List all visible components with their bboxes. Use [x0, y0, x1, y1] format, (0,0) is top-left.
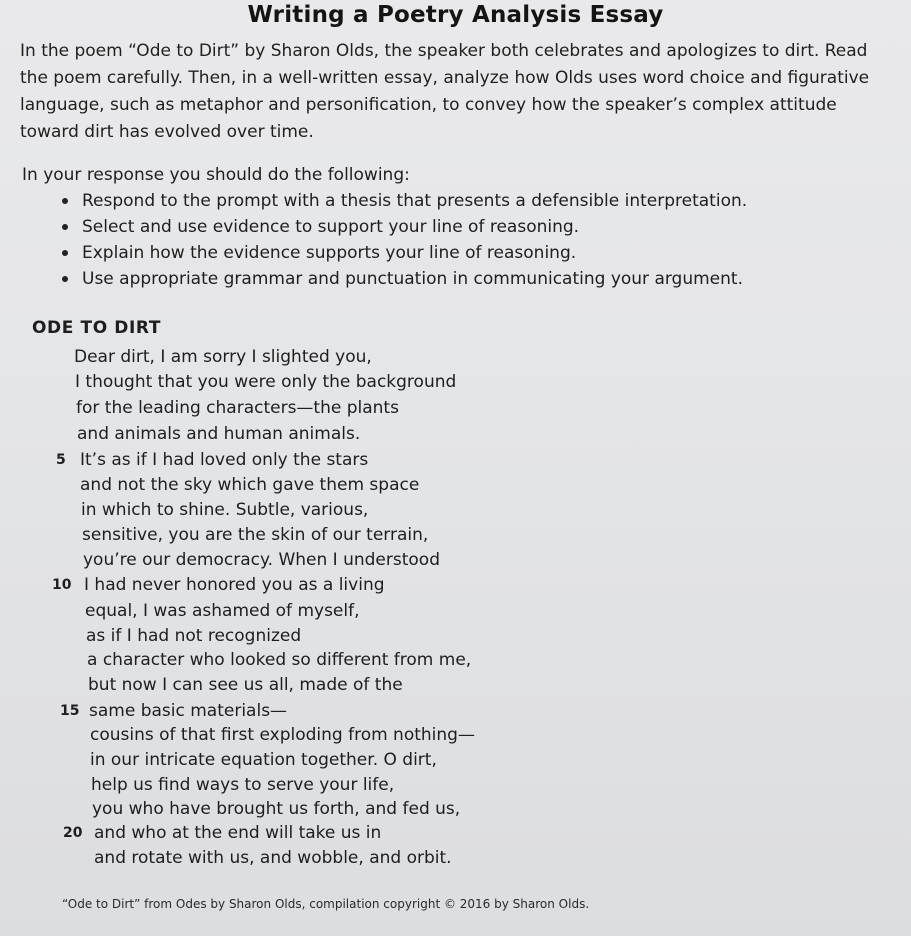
- poem-line: help us find ways to serve your life,: [91, 775, 395, 795]
- poem-line: in which to shine. Subtle, various,: [81, 500, 369, 520]
- poem-line: in our intricate equation together. O dirt,: [90, 750, 437, 770]
- poem-line: as if I had not recognized: [86, 626, 302, 646]
- poem-line: cousins of that first exploding from nothing—: [90, 725, 475, 745]
- poem-line: same basic materials—: [89, 701, 288, 721]
- poem-line: Dear dirt, I am sorry I slighted you,: [74, 347, 372, 367]
- essay-prompt: In the poem “Ode to Dirt” by Sharon Olds, the speaker both celebrates and apologizes to dirt. Read the poem carefully. Then, in a well-written essay, analyze how Olds uses word choice and figurative language, such as metaphor and personification, to convey how the speaker’s complex attitude toward dirt has evolved over time.: [20, 41, 870, 142]
- poem-line: and rotate with us, and wobble, and orbit.: [94, 848, 452, 868]
- poem-line: but now I can see us all, made of the: [88, 675, 403, 695]
- page-title: Writing a Poetry Analysis Essay: [247, 2, 664, 28]
- bullet-dot-icon: [62, 198, 68, 204]
- line-number: 20: [63, 825, 83, 841]
- requirement-item: [62, 188, 747, 214]
- poem-line: sensitive, you are the skin of our terrain,: [82, 525, 429, 545]
- requirement-item: [62, 240, 747, 266]
- line-number: 15: [60, 703, 80, 719]
- requirement-item: [62, 266, 747, 292]
- poem-line: and animals and human animals.: [77, 424, 361, 444]
- requirement-item: [62, 214, 747, 240]
- poem-line: and not the sky which gave them space: [80, 475, 420, 495]
- requirement-text: Respond to the prompt with a thesis that presents a defensible interpretation.: [82, 191, 748, 211]
- poem-title: ODE TO DIRT: [32, 318, 162, 338]
- bullet-dot-icon: [62, 250, 68, 256]
- poem-line: I thought that you were only the background: [75, 372, 457, 392]
- line-number: 5: [56, 452, 66, 468]
- poem-line: for the leading characters—the plants: [76, 398, 399, 418]
- copyright-credit: “Ode to Dirt” from Odes by Sharon Olds, compilation copyright © 2016 by Sharon Olds.: [62, 897, 590, 911]
- poem-line: and who at the end will take us in: [94, 823, 382, 843]
- poem-line: you who have brought us forth, and fed us,: [92, 799, 461, 819]
- poem-line: you’re our democracy. When I understood: [83, 550, 440, 570]
- poem-line: I had never honored you as a living: [84, 575, 385, 595]
- poem-line: a character who looked so different from me,: [87, 650, 472, 670]
- requirement-text: Use appropriate grammar and punctuation in communicating your argument.: [82, 269, 743, 289]
- poem-line: equal, I was ashamed of myself,: [85, 601, 360, 621]
- bullet-dot-icon: [62, 276, 68, 282]
- requirements-list: [62, 188, 747, 292]
- line-number: 10: [52, 577, 72, 593]
- requirement-text: Explain how the evidence supports your line of reasoning.: [82, 243, 577, 263]
- instructions-text: In your response you should do the following:: [22, 165, 410, 185]
- poem-line: It’s as if I had loved only the stars: [80, 450, 369, 470]
- requirement-text: Select and use evidence to support your line of reasoning.: [82, 217, 580, 237]
- bullet-dot-icon: [62, 224, 68, 230]
